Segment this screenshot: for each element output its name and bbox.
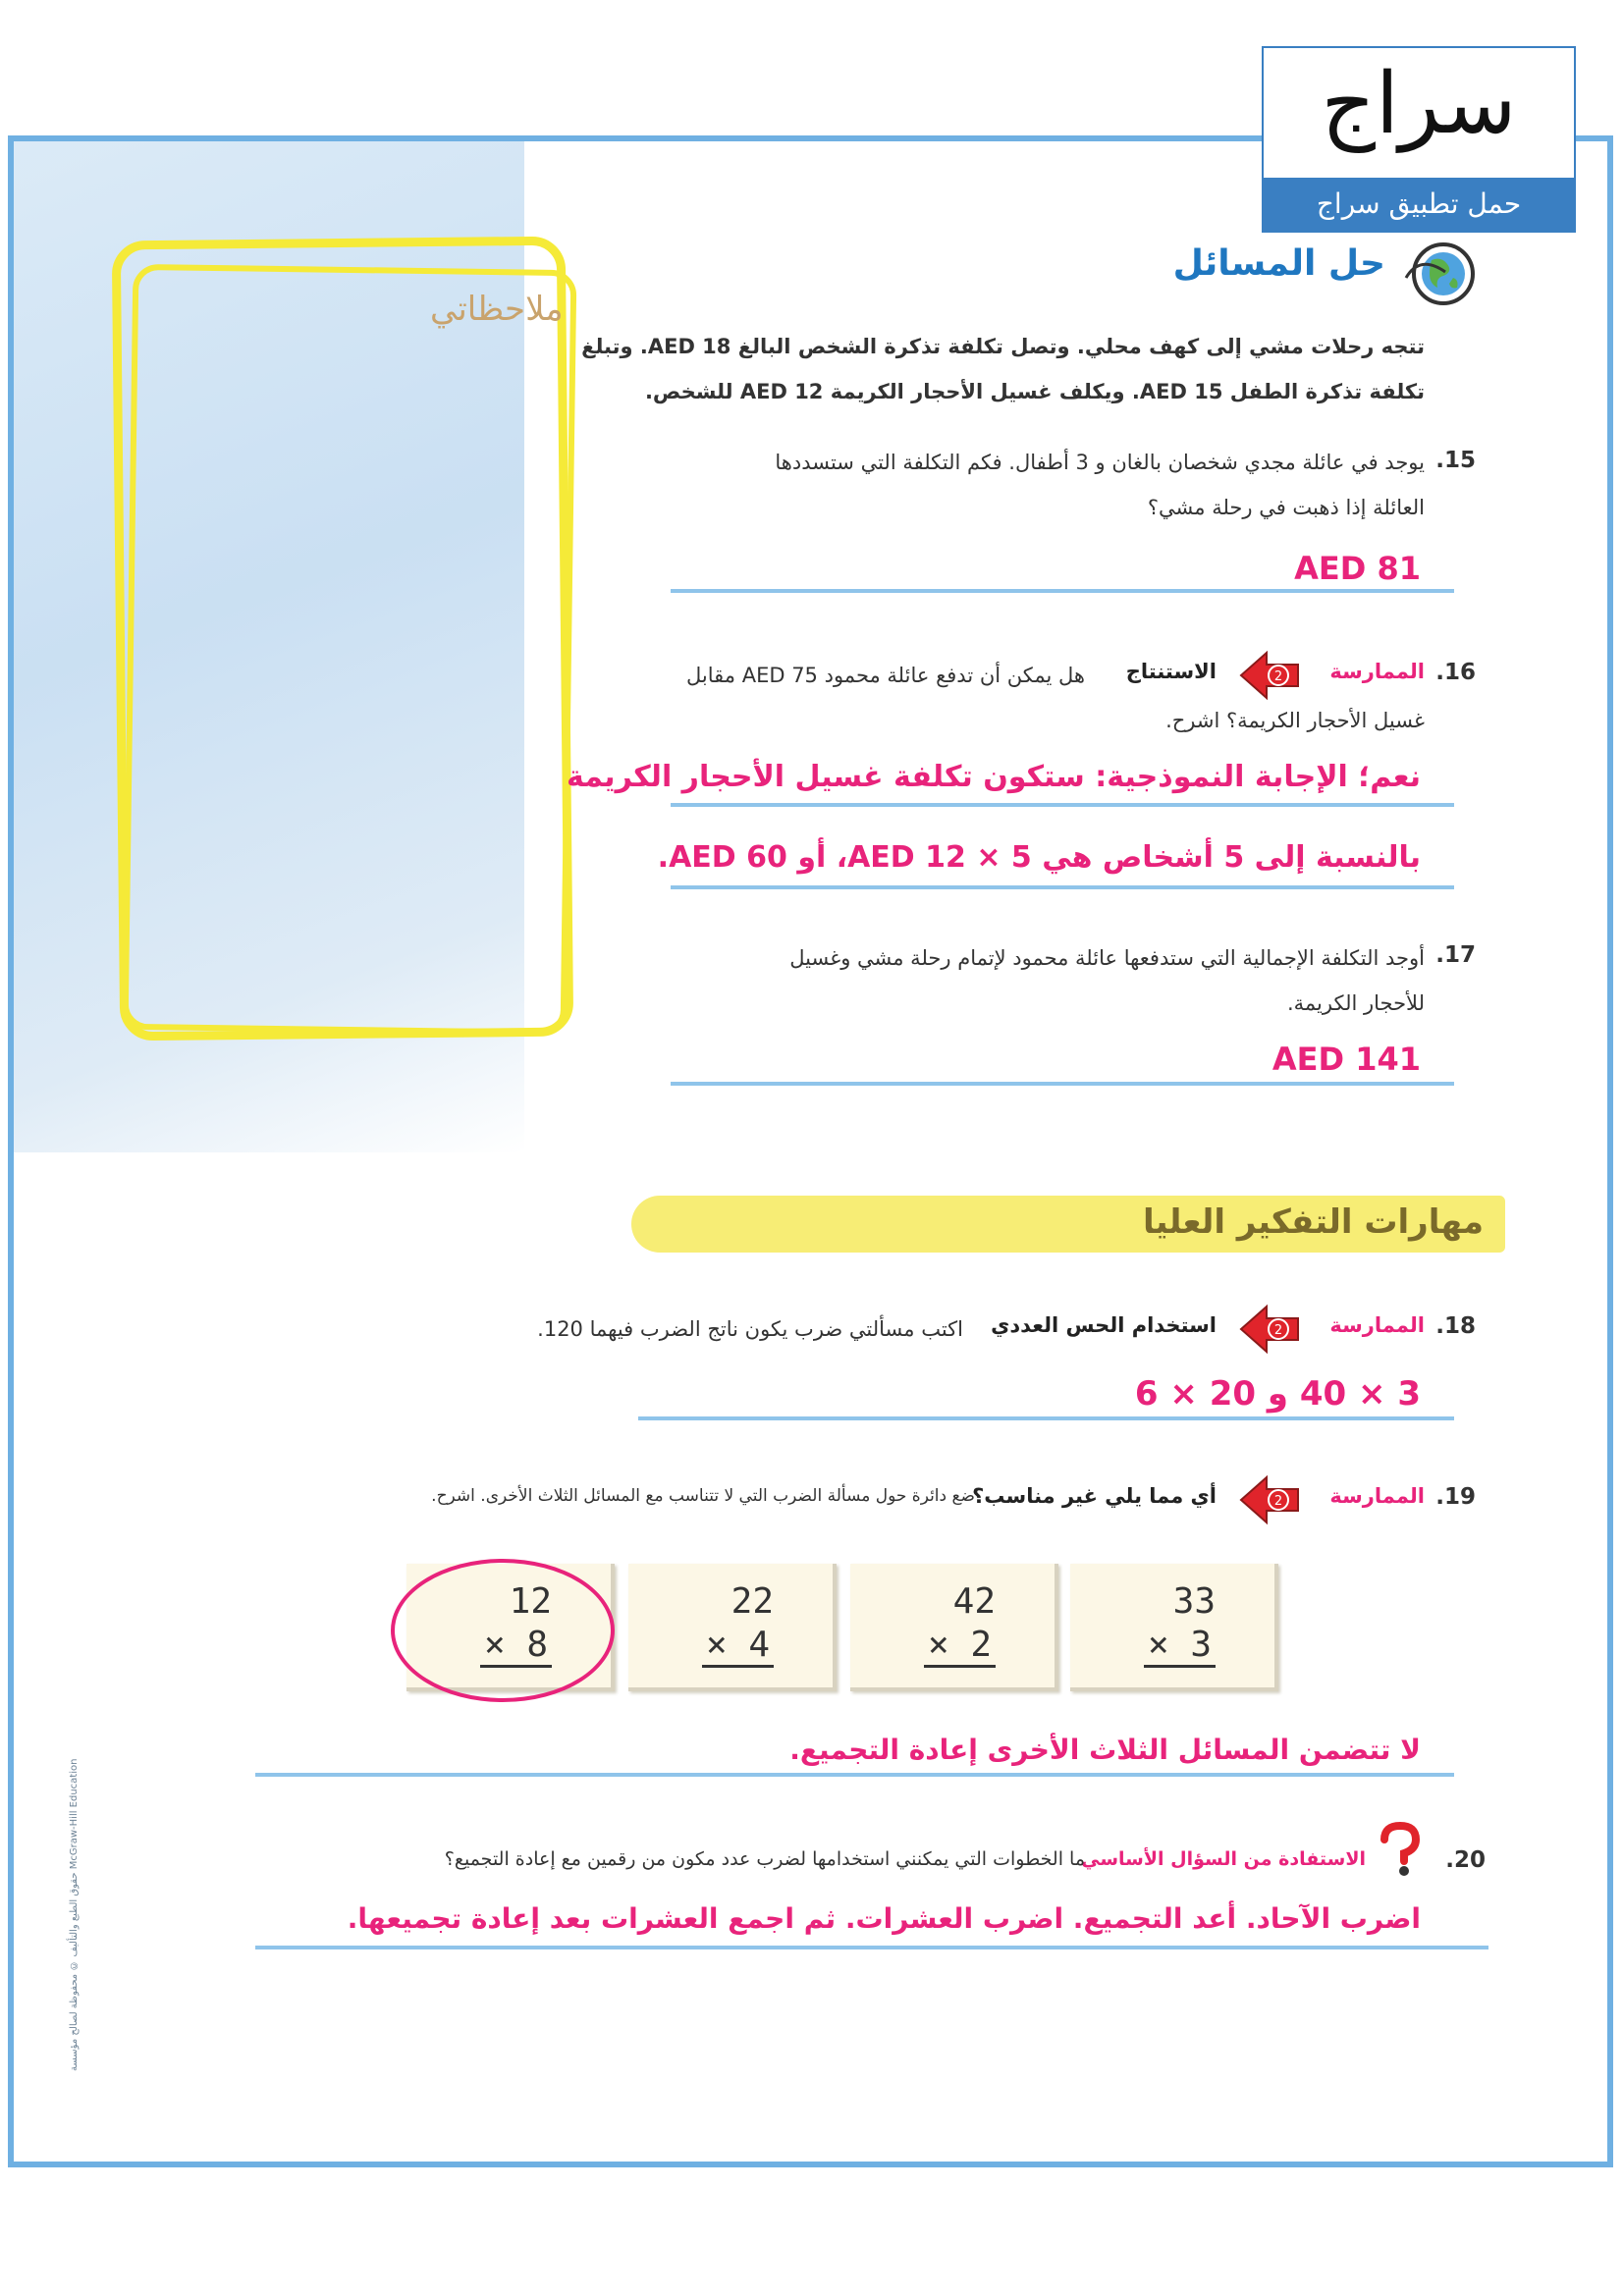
q19-badge-number: 2 — [1273, 1494, 1283, 1509]
logo-tagline: حمل تطبيق سراج — [1264, 178, 1574, 231]
q17-line-1: أوجد التكلفة الإجمالية التي ستدفعها عائلة محمود لإتمام رحلة مشي وغسيل — [789, 946, 1425, 970]
q19-number: 19. — [1435, 1484, 1476, 1510]
q16-practice-arrow-icon — [1237, 649, 1302, 702]
q19-text: ضع دائرة حول مسألة الضرب التي لا تتناسب مع المسائل الثلاث الأخرى. اشرح. — [431, 1486, 975, 1506]
logo-word: سراج — [1321, 55, 1517, 153]
q16-answer-line-2 — [671, 885, 1454, 889]
q19-card-3[interactable] — [628, 1564, 837, 1691]
card-1-bottom: × 3 — [1144, 1625, 1216, 1668]
intro-line-2: تكلفة تذكرة الطفل AED 15. ويكلف غسيل الأحجار الكريمة AED 12 للشخص. — [644, 380, 1425, 403]
card-4-top: 12 — [509, 1581, 552, 1622]
q18-practice-label: الممارسة — [1329, 1313, 1425, 1337]
q18-skill: استخدام الحس العددي — [991, 1313, 1217, 1337]
q16-skill: الاستنتاج — [1125, 660, 1217, 683]
q15-number: 15. — [1435, 448, 1476, 473]
question-mark-icon — [1375, 1822, 1424, 1877]
q19-answer: لا تتضمن المسائل الثلاث الأخرى إعادة التجميع. — [789, 1734, 1421, 1766]
q16-badge-number: 2 — [1273, 669, 1283, 684]
q20-text: ما الخطوات التي يمكنني استخدامها لضرب عدد مكون من رقمين مع إعادة التجميع؟ — [444, 1848, 1085, 1870]
q17-answer-line — [671, 1082, 1454, 1086]
q20-skill: الاستفادة من السؤال الأساسي — [1081, 1848, 1366, 1870]
q19-card-1[interactable] — [1070, 1564, 1278, 1691]
q16-number: 16. — [1435, 660, 1476, 685]
q18-answer-line — [638, 1416, 1454, 1420]
q15-answer-line — [671, 589, 1454, 593]
q16-answer-2: بالنسبة إلى 5 أشخاص هي AED 12 × 5، أو AED 60. — [657, 840, 1421, 875]
notes-box-inner-stroke — [123, 264, 577, 1036]
q18-text: اكتب مسألتي ضرب يكون ناتج الضرب فيهما 120. — [537, 1317, 963, 1341]
q19-card-2[interactable] — [850, 1564, 1058, 1691]
card-4-bottom: × 8 — [480, 1625, 552, 1668]
q17-answer: AED 141 — [1271, 1041, 1421, 1078]
card-3-bottom: × 4 — [702, 1625, 774, 1668]
q17-line-2: للأحجار الكريمة. — [1286, 991, 1425, 1015]
card-3-top: 22 — [730, 1581, 774, 1622]
card-2-bottom: × 2 — [924, 1625, 996, 1668]
q19-answer-line — [255, 1773, 1454, 1777]
q16-practice-label: الممارسة — [1329, 660, 1425, 683]
hot-title: مهارات التفكير العليا — [1142, 1202, 1484, 1242]
q15-answer: AED 81 — [1294, 550, 1421, 587]
q17-number: 17. — [1435, 942, 1476, 968]
copyright-side-note: حقوق الطبع والتأليف © محفوظة لصالح مؤسسة McGraw-Hill Education — [69, 1758, 80, 2071]
q19-practice-arrow-icon — [1237, 1473, 1302, 1526]
card-2-top: 42 — [952, 1581, 996, 1622]
q16-line-1: هل يمكن أن تدفع عائلة محمود AED 75 مقابل — [686, 664, 1085, 687]
siraj-logo[interactable] — [1262, 46, 1576, 233]
q15-line-1: يوجد في عائلة مجدي شخصان بالغان و 3 أطفال. فكم التكلفة التي ستسددها — [775, 451, 1425, 474]
q18-practice-arrow-icon — [1237, 1303, 1302, 1356]
q16-answer-line-1 — [671, 803, 1454, 807]
intro-line-1: تتجه رحلات مشي إلى كهف محلي. وتصل تكلفة تذكرة الشخص البالغ AED 18. وتبلغ — [581, 335, 1425, 358]
card-1-top: 33 — [1172, 1581, 1216, 1622]
globe-icon — [1394, 239, 1483, 309]
q18-answer: 3 × 40 و 20 × 6 — [1134, 1374, 1421, 1414]
q20-answer-line — [255, 1946, 1488, 1949]
q19-answer-circle — [391, 1559, 615, 1702]
notes-label: ملاحظاتي — [430, 290, 564, 329]
q19-practice-label: الممارسة — [1329, 1484, 1425, 1508]
q16-line-2: غسيل الأحجار الكريمة؟ اشرح. — [1165, 709, 1425, 732]
q16-answer-1: نعم؛ الإجابة النموذجية: ستكون تكلفة غسيل الأحجار الكريمة — [567, 760, 1421, 794]
q18-badge-number: 2 — [1273, 1323, 1283, 1338]
q19-skill: أي مما يلي غير مناسب؟ — [972, 1484, 1217, 1508]
q15-line-2: العائلة إذا ذهبت في رحلة مشي؟ — [1147, 496, 1425, 519]
q20-number: 20. — [1445, 1847, 1486, 1873]
q18-number: 18. — [1435, 1313, 1476, 1339]
section-title: حل المسائل — [1172, 243, 1385, 284]
q20-answer: اضرب الآحاد. أعد التجميع. اضرب العشرات. ثم اجمع العشرات بعد إعادة تجميعها. — [347, 1902, 1421, 1935]
